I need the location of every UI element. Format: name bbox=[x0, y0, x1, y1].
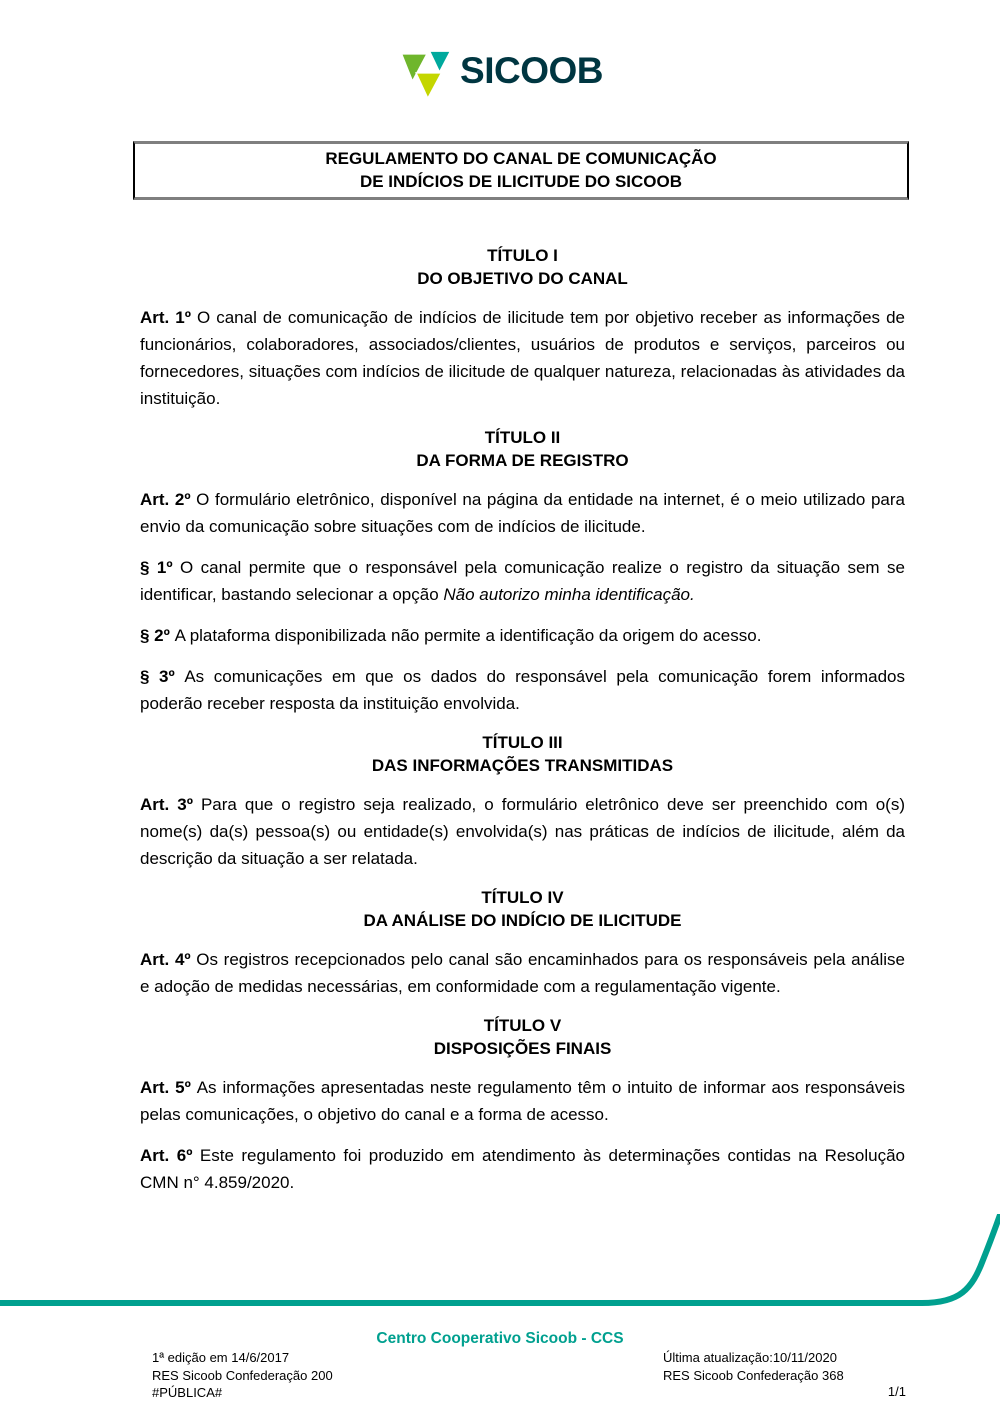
section-title bbox=[140, 886, 905, 932]
text-run: § 1º bbox=[140, 558, 180, 577]
sicoob-wordmark: SICOOB bbox=[460, 50, 603, 91]
section-title-line: DA ANÁLISE DO INDÍCIO DE ILICITUDE bbox=[363, 911, 682, 930]
section-title-line: TÍTULO V bbox=[483, 1016, 562, 1035]
section-title bbox=[140, 426, 905, 472]
text-run: Os registros recepcionados pelo canal são encaminhados para os responsáveis pela análise e adoção de medidas necessárias, em conformidade com a regulamentação vigente. bbox=[140, 950, 905, 996]
document-title-box bbox=[133, 141, 909, 200]
section-title bbox=[140, 244, 905, 290]
footer-divider-swoosh bbox=[0, 1214, 1000, 1310]
paragraph bbox=[140, 946, 905, 1000]
section-title-line: TÍTULO IV bbox=[481, 888, 564, 907]
text-run: § 2º bbox=[140, 626, 175, 645]
sicoob-triangles-icon bbox=[397, 44, 455, 100]
footer-res-left: RES Sicoob Confederação 200 bbox=[152, 1367, 333, 1383]
sicoob-logo bbox=[0, 44, 1000, 100]
paragraph bbox=[140, 663, 905, 717]
text-run: Não autorizo minha identificação. bbox=[443, 585, 695, 604]
document-body bbox=[140, 230, 905, 1210]
paragraph bbox=[140, 622, 905, 649]
text-run: As comunicações em que os dados do responsável pela comunicação forem informados poderão receber resposta da instituição envolvida. bbox=[140, 667, 905, 713]
text-run: A plataforma disponibilizada não permite a identificação da origem do acesso. bbox=[174, 626, 762, 645]
text-run: Art. 1º bbox=[140, 308, 197, 327]
paragraph bbox=[140, 1074, 905, 1128]
text-run: O canal permite que o responsável pela comunicação realize o registro da situação sem se identificar, bastando selecionar a opção bbox=[140, 558, 905, 604]
section-title bbox=[140, 731, 905, 777]
paragraph bbox=[140, 486, 905, 540]
text-run: O formulário eletrônico, disponível na página da entidade na internet, é o meio utilizado para envio da comunicação sobre situações com de indícios de ilicitude. bbox=[140, 490, 905, 536]
section-title-line: DO OBJETIVO DO CANAL bbox=[417, 269, 628, 288]
footer-res-right: RES Sicoob Confederação 368 bbox=[663, 1367, 844, 1383]
section-title-line: DA FORMA DE REGISTRO bbox=[416, 451, 629, 470]
text-run: Este regulamento foi produzido em atendimento às determinações contidas na Resolução CMN n° 4.859/2020. bbox=[140, 1146, 906, 1192]
text-run: Para que o registro seja realizado, o formulário eletrônico deve ser preenchido com o(s) nome(s) da(s) pessoa(s) ou entidade(s) envolvida(s) nas práticas de indícios de ilicitude, além da descrição da situação a ser relatada. bbox=[140, 795, 906, 868]
text-run: Art. 6º bbox=[140, 1146, 200, 1165]
paragraph bbox=[140, 1142, 905, 1196]
footer-right-block bbox=[663, 1349, 844, 1384]
footer-divider-path bbox=[0, 1214, 1000, 1303]
section-title bbox=[140, 1014, 905, 1060]
footer-first-edition: 1ª edição em 14/6/2017 bbox=[152, 1350, 290, 1365]
section-title-line: TÍTULO III bbox=[482, 733, 563, 752]
footer-org-name: Centro Cooperativo Sicoob - CCS bbox=[376, 1330, 624, 1347]
text-run: Art. 4º bbox=[140, 950, 197, 969]
footer-last-update: Última atualização:10/11/2020 bbox=[663, 1350, 837, 1365]
text-run: O canal de comunicação de indícios de ilicitude tem por objetivo receber as informações de funcionários, colaboradores, associados/clientes, usuários de produtos e serviços, parceiros ou fornecedores, situações com indícios de ilicitude de qualquer natureza, relacionadas às atividades da instituição. bbox=[140, 308, 905, 408]
text-run: Art. 5º bbox=[140, 1078, 197, 1097]
section-title-line: TÍTULO II bbox=[484, 428, 561, 447]
text-run: As informações apresentadas neste regulamento têm o intuito de informar aos responsáveis pelas comunicações, o objetivo do canal e a forma de acesso. bbox=[140, 1078, 905, 1124]
page-number: 1/1 bbox=[887, 1384, 906, 1399]
section-title-line: DAS INFORMAÇÕES TRANSMITIDAS bbox=[371, 756, 674, 775]
section-title-line: DISPOSIÇÕES FINAIS bbox=[433, 1039, 612, 1058]
logo-triangle-lime bbox=[416, 73, 441, 98]
text-run: § 3º bbox=[140, 667, 185, 686]
document-title-line-1: REGULAMENTO DO CANAL DE COMUNICAÇÃO bbox=[325, 149, 717, 168]
document-title-line-2: DE INDÍCIOS DE ILICITUDE DO SICOOB bbox=[359, 172, 683, 191]
text-run: Art. 3º bbox=[140, 795, 201, 814]
text-run: Art. 2º bbox=[140, 490, 197, 509]
paragraph bbox=[140, 791, 905, 872]
paragraph bbox=[140, 304, 905, 412]
paragraph bbox=[140, 554, 905, 608]
logo-triangle-teal bbox=[430, 51, 451, 72]
footer-classification: #PÚBLICA# bbox=[152, 1385, 223, 1400]
footer-left-block bbox=[152, 1349, 333, 1402]
section-title-line: TÍTULO I bbox=[487, 246, 558, 265]
